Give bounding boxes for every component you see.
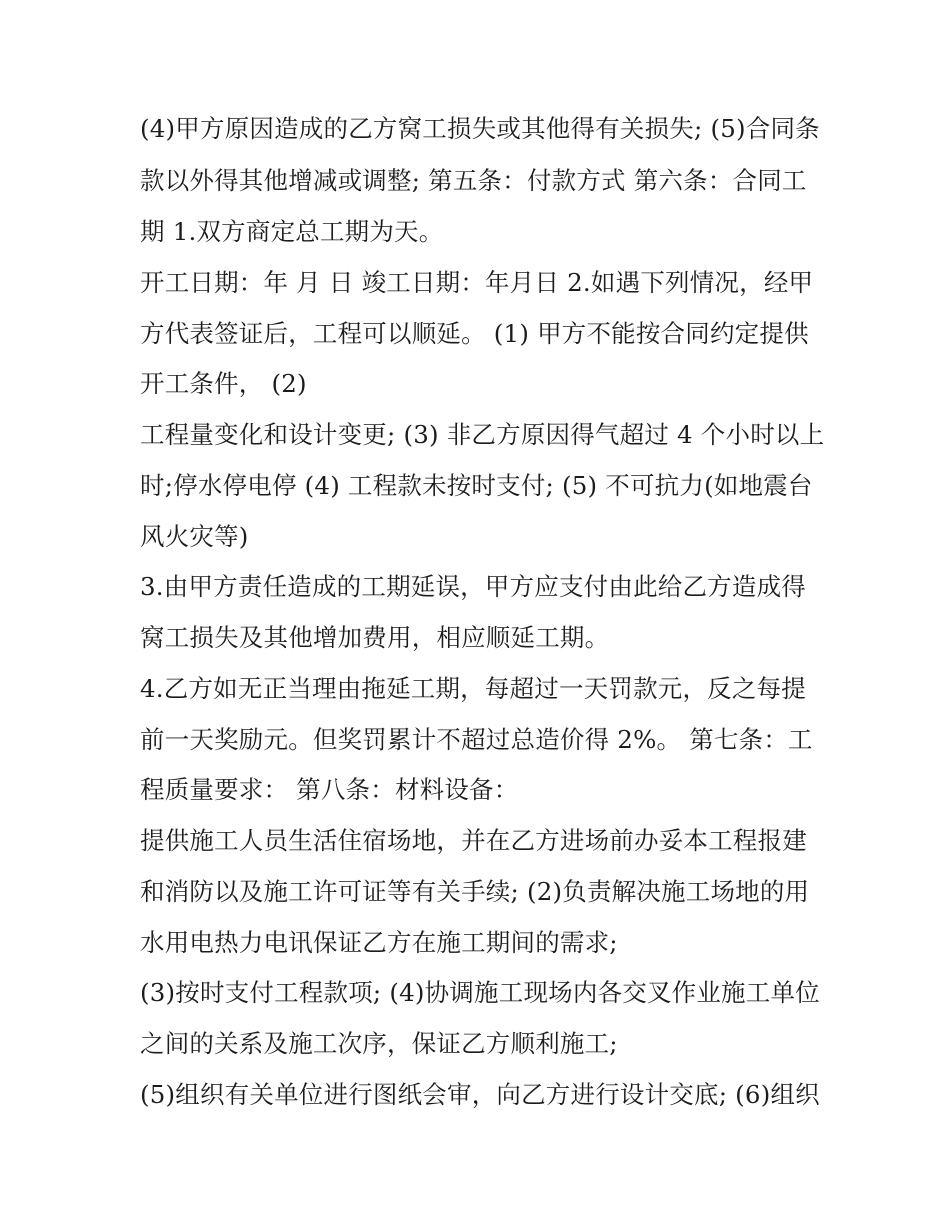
text-line: 和消防以及施工许可证等有关手续; (2)负责解决施工场地的用 [140,877,810,906]
text-line: 工程量变化和设计变更; (3) 非乙方原因得气超过 4 个小时以上 [140,420,825,449]
text-line: 窝工损失及其他增加费用，相应顺延工期。 [140,623,610,652]
text-line: 开工日期：年 月 日 竣工日期：年月日 2.如遇下列情况，经甲 [140,268,814,297]
text-line: 前一天奖励元。但奖罚累计不超过总造价得 2%。 第七条：工 [140,725,813,754]
text-line: (3)按时支付工程款项; (4)协调施工现场内各交叉作业施工单位 [140,978,820,1007]
text-line: 水用电热力电讯保证乙方在施工期间的需求; [140,928,618,957]
text-line: (5)组织有关单位进行图纸会审，向乙方进行设计交底; (6)组织 [140,1080,820,1109]
text-line: 提供施工人员生活住宿场地，并在乙方进场前办妥本工程报建 [140,826,807,855]
text-line: 开工条件， (2) [140,369,307,398]
text-line: 程质量要求： 第八条：材料设备： [140,775,519,804]
text-line: (4)甲方原因造成的乙方窝工损失或其他得有关损失; (5)合同条 [140,114,820,143]
text-line: 款以外得其他增减或调整; 第五条：付款方式 第六条：合同工 [140,166,807,195]
text-line: 时;停水停电停 (4) 工程款未按时支付; (5) 不可抗力(如地震台 [140,471,813,500]
text-line: 方代表签证后，工程可以顺延。 (1) 甲方不能按合同约定提供 [140,319,809,348]
text-line: 风火灾等) [140,522,249,551]
text-line: 之间的关系及施工次序，保证乙方顺利施工; [140,1029,618,1058]
text-line: 期 1.双方商定总工期为天。 [140,217,444,246]
text-line: 4.乙方如无正当理由拖延工期，每超过一天罚款元，反之每提 [140,674,806,703]
text-line: 3.由甲方责任造成的工期延误，甲方应支付由此给乙方造成得 [140,572,806,601]
